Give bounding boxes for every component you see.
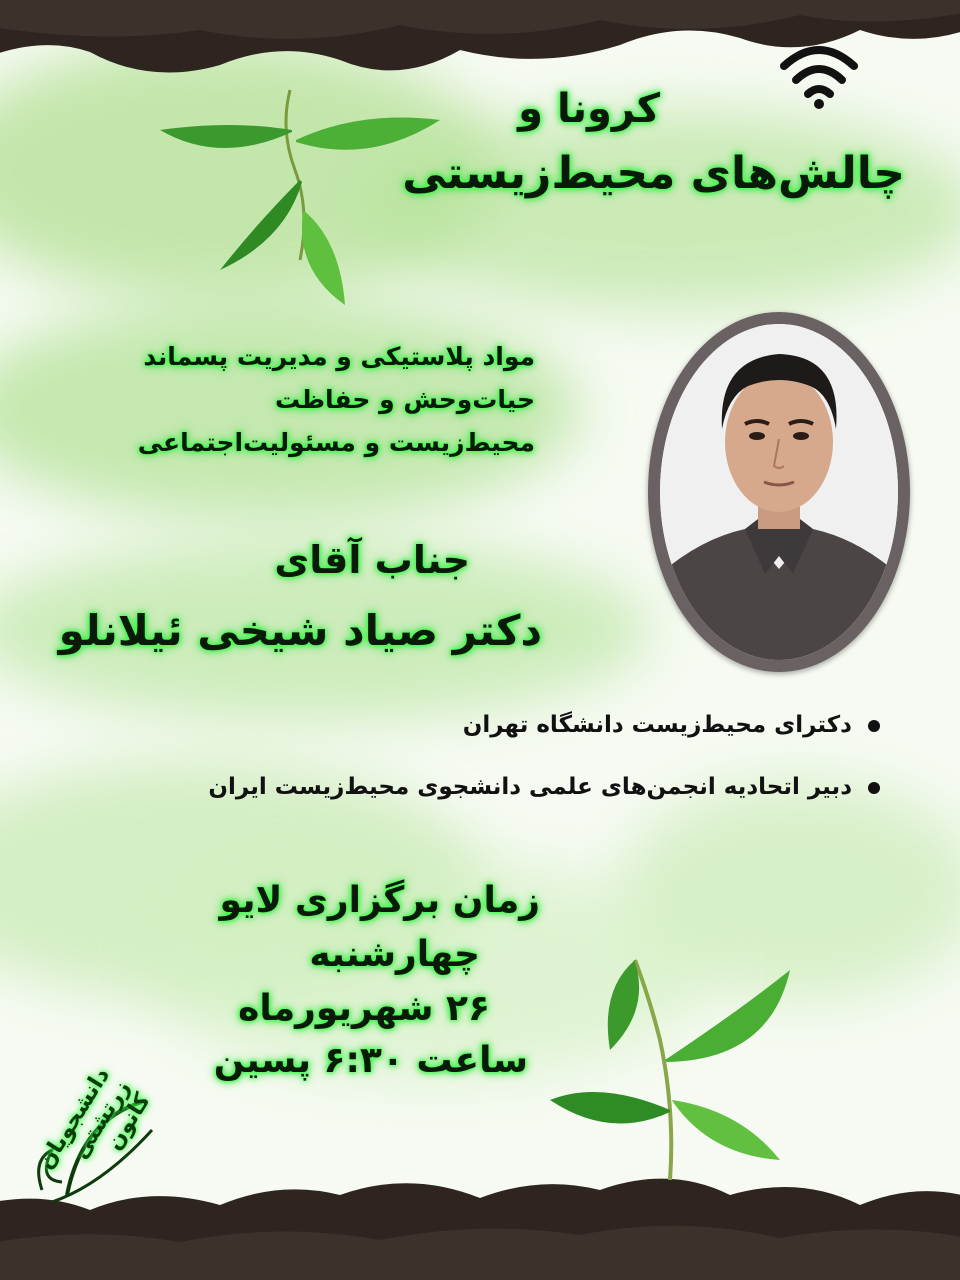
speaker-portrait [660, 324, 898, 660]
topic-item: مواد پلاستیکی و مدیریت پسماند [143, 342, 535, 371]
schedule-day: چهارشنبه [309, 934, 480, 975]
speaker-honorific: جناب آقای [274, 538, 470, 582]
logo-text: دانشجویان زرتشتی کانون [33, 1063, 156, 1174]
bullet-icon [868, 720, 880, 732]
title-line-1: کرونا و [518, 86, 660, 132]
topic-item: حیات‌وحش و حفاظت [275, 385, 535, 414]
credential-text: دبیر اتحادیه انجمن‌های علمی دانشجوی محیط‌زیست ایران [208, 774, 852, 800]
credential-text: دکترای محیط‌زیست دانشگاه تهران [462, 712, 852, 738]
topic-item: محیط‌زیست و مسئولیت‌اجتماعی [137, 428, 535, 457]
credential-item [208, 774, 880, 800]
credential-item [463, 712, 880, 738]
bullet-icon [868, 782, 880, 794]
speaker-name: دکتر صیاد شیخی ئیلانلو [58, 606, 542, 655]
schedule-date: ۲۶ شهریورماه [238, 988, 490, 1029]
wifi-icon [778, 40, 860, 110]
plant-sprout-icon [540, 950, 840, 1180]
title-line-2: چالش‌های محیط‌زیستی [402, 148, 905, 199]
schedule-label: زمان برگزاری لایو [219, 880, 540, 921]
schedule-time: ساعت ۶:۳۰ پسین [213, 1040, 528, 1081]
